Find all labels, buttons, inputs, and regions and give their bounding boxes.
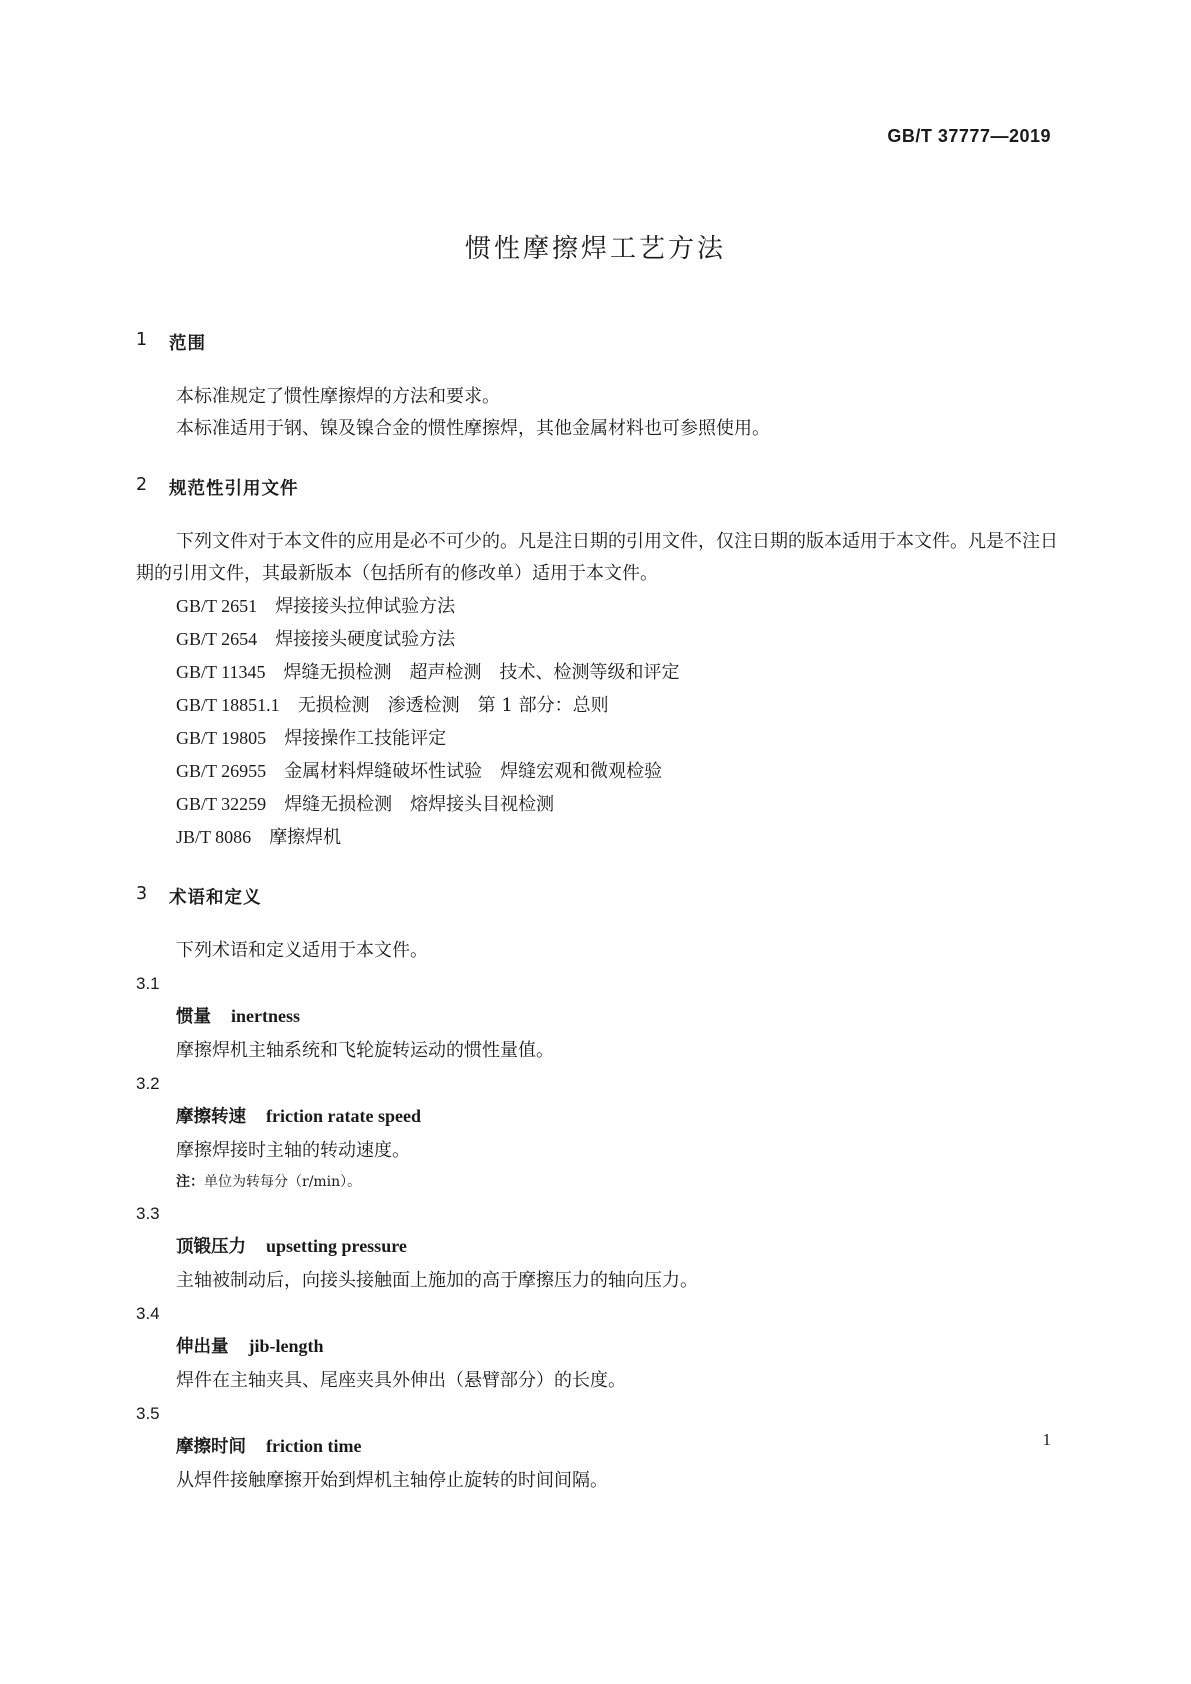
term-cn: 顶锻压力	[176, 1237, 246, 1257]
term-number: 3.3	[136, 1204, 160, 1223]
reference-code: GB/T 2654	[176, 629, 258, 649]
reference-title: 金属材料焊缝破坏性试验 焊缝宏观和微观检验	[284, 761, 663, 782]
term-heading	[136, 1430, 1060, 1464]
section-number: 3	[136, 884, 149, 904]
term-en: inertness	[231, 1006, 300, 1026]
reference-title: 焊接操作工技能评定	[284, 728, 447, 749]
paragraph: 下列文件对于本文件的应用是必不可少的。凡是注日期的引用文件，仅注日期的版本适用于本文件。凡是不注日期的引用文件，其最新版本（包括所有的修改单）适用于本文件。	[136, 531, 1058, 584]
term-definition: 摩擦焊机主轴系统和飞轮旋转运动的惯性量值。	[176, 1040, 554, 1061]
reference-code: GB/T 19805	[176, 728, 267, 748]
term-heading	[136, 1100, 1060, 1134]
note-text: 单位为转每分（r/min）。	[204, 1174, 362, 1190]
reference-title: 焊接接头拉伸试验方法	[275, 596, 456, 617]
term-definition: 主轴被制动后，向接头接触面上施加的高于摩擦压力的轴向压力。	[176, 1270, 698, 1291]
term-definition: 从焊件接触摩擦开始到焊机主轴停止旋转的时间间隔。	[176, 1470, 608, 1491]
section-2-heading	[136, 475, 1060, 500]
term-en: jib-length	[248, 1336, 324, 1356]
reference-title: 摩擦焊机	[269, 827, 342, 848]
section-1-heading	[136, 330, 1060, 355]
term-en: friction time	[266, 1436, 362, 1456]
term-definition: 摩擦焊接时主轴的转动速度。	[176, 1140, 410, 1161]
paragraph: 本标准适用于钢、镍及镍合金的惯性摩擦焊，其他金属材料也可参照使用。	[176, 418, 770, 439]
reference-code: GB/T 26955	[176, 761, 267, 781]
term-en: friction ratate speed	[266, 1106, 421, 1126]
term-heading	[136, 1000, 1060, 1034]
section-title: 规范性引用文件	[169, 479, 299, 499]
section-3-heading	[136, 884, 1060, 909]
reference-code: GB/T 11345	[176, 662, 266, 682]
term-heading	[136, 1230, 1060, 1264]
term-cn: 伸出量	[176, 1337, 229, 1357]
document-title: 惯性摩擦焊工艺方法	[464, 234, 726, 264]
paragraph: 下列术语和定义适用于本文件。	[176, 940, 428, 961]
reference-item	[136, 821, 1060, 854]
standard-number: GB/T 37777—2019	[887, 126, 1051, 146]
reference-title: 焊接接头硬度试验方法	[275, 629, 456, 650]
section-number: 2	[136, 475, 149, 495]
reference-title: 焊缝无损检测 超声检测 技术、检测等级和评定	[283, 662, 680, 683]
term-cn: 摩擦时间	[176, 1437, 246, 1457]
reference-item	[136, 755, 1060, 788]
paragraph: 本标准规定了惯性摩擦焊的方法和要求。	[176, 386, 500, 407]
term-heading	[136, 1330, 1060, 1364]
reference-item	[136, 656, 1060, 689]
page-number: 1	[1042, 1430, 1051, 1449]
reference-item	[136, 623, 1060, 656]
term-en: upsetting pressure	[266, 1236, 407, 1256]
section-title: 术语和定义	[169, 888, 262, 908]
term-definition: 焊件在主轴夹具、尾座夹具外伸出（悬臂部分）的长度。	[176, 1370, 626, 1391]
document-body	[136, 330, 1060, 1497]
reference-item	[136, 722, 1060, 755]
section-title: 范围	[169, 334, 206, 354]
reference-code: GB/T 2651	[176, 596, 258, 616]
reference-title: 焊缝无损检测 熔焊接头目视检测	[284, 794, 555, 815]
term-number: 3.4	[136, 1304, 160, 1323]
term-number: 3.1	[136, 974, 160, 993]
term-number: 3.2	[136, 1074, 160, 1093]
reference-code: GB/T 32259	[176, 794, 267, 814]
reference-item	[136, 590, 1060, 623]
reference-item	[136, 788, 1060, 821]
term-number: 3.5	[136, 1404, 160, 1423]
term-cn: 惯量	[176, 1007, 211, 1027]
reference-title: 无损检测 渗透检测 第 1 部分：总则	[297, 695, 609, 716]
reference-item	[136, 689, 1060, 722]
section-number: 1	[136, 330, 149, 350]
term-note	[136, 1167, 1060, 1197]
reference-code: GB/T 18851.1	[176, 695, 280, 715]
term-cn: 摩擦转速	[176, 1107, 246, 1127]
note-label: 注：	[176, 1174, 204, 1190]
reference-code: JB/T 8086	[176, 827, 252, 847]
